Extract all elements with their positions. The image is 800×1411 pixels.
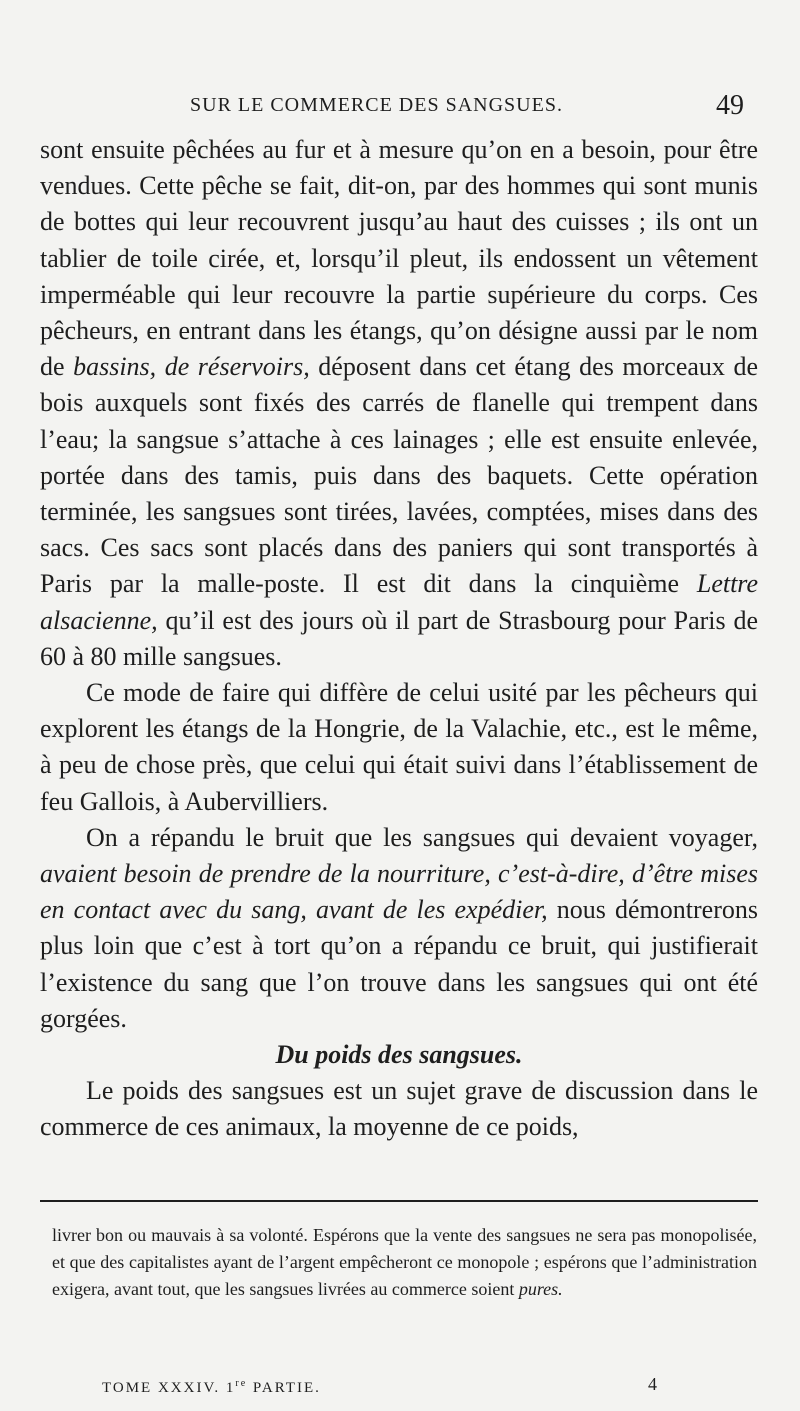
footnote-rule [40, 1200, 758, 1202]
printer-signature [102, 1378, 321, 1397]
signature-part: PARTIE. [247, 1380, 321, 1396]
footnote-text-a: livrer bon ou mauvais à sa volonté. Espérons que la vente des sangsues ne sera pas monopolisée, et que des capitalistes ayant de l’argent empêcheront ce monopole ; espérons que l’administration exigera, avant tout, que les sangsues livrées au commerce soient [52, 1225, 757, 1299]
paragraph-2: Ce mode de faire qui diffère de celui usité par les pêcheurs qui explorent les étangs de la Hongrie, de la Valachie, etc., est le même, à peu de chose près, que celui qui était suivi dans l’établissement de feu Gallois, à Aubervilliers. [40, 678, 758, 816]
signature-number: 4 [648, 1374, 657, 1394]
paragraph-1-italic-a: bassins, de réservoirs, [73, 352, 310, 382]
paragraph-1-text-c: qu’il est des jours où il part de Strasbourg pour Paris de 60 à 80 mille sangsues. [40, 605, 758, 671]
paragraph-1-text-b: déposent dans cet étang des morceaux de bois auxquels sont fixés des carrés de flanelle qui trempent dans l’eau; la sangsue s’attache à ces lainages ; elle est ensuite enlevée, portée dans des tamis, puis dans des baquets. Cette opération terminée, les sangsues sont tirées, lavées, comptées, mises dans des sacs. Ces sacs sont placés dans des paniers qui sont transportés à Paris par la malle-poste. Il est dit dans la cinquième [40, 352, 758, 599]
paragraph-1-italic-b: Lettre alsacienne, [40, 569, 758, 635]
paragraph-4: Le poids des sangsues est un sujet grave de discussion dans le commerce de ces animaux, la moyenne de ce poids, [40, 1076, 758, 1142]
running-title: SUR LE COMMERCE DES SANGSUES. [190, 94, 563, 116]
paragraph-1-text-a: sont ensuite pêchées au fur et à mesure qu’on en a besoin, pour être vendues. Cette pêche se fait, dit-on, par des hommes qui sont munis de bottes qui leur recouvrent jusqu’au haut des cuisses ; ils ont un tablier de toile cirée, et, lorsqu’il pleut, ils endossent un vêtement imperméable qui leur recouvre la partie supérieure du corps. Ces pêcheurs, en entrant dans les étangs, qu’on désigne aussi par le nom de [40, 135, 758, 382]
section-heading: Du poids des sangsues. [275, 1040, 523, 1070]
footnote-italic: pures. [518, 1279, 563, 1299]
footnote [52, 1222, 757, 1303]
paragraph-3-italic: avaient besoin de prendre de la nourriture, c’est-à-dire, d’être mises en contact avec du sang, avant de les expédier, [40, 859, 758, 925]
signature-superscript: re [235, 1378, 248, 1389]
body-text [40, 132, 758, 1146]
paragraph-3 [40, 820, 758, 1037]
paragraph-3-text-a: On a répandu le bruit que les sangsues qui devaient voyager, [86, 822, 758, 852]
signature-volume: TOME XXXIV. 1 [102, 1380, 236, 1396]
paragraph-1 [40, 132, 758, 675]
paragraph-3-text-b: nous démontrerons plus loin que c’est à tort qu’on a répandu ce bruit, qui justifierait l’existence du sang que l’on trouve dans les sangsues qui ont été gorgées. [40, 895, 758, 1033]
page-number: 49 [716, 90, 744, 121]
